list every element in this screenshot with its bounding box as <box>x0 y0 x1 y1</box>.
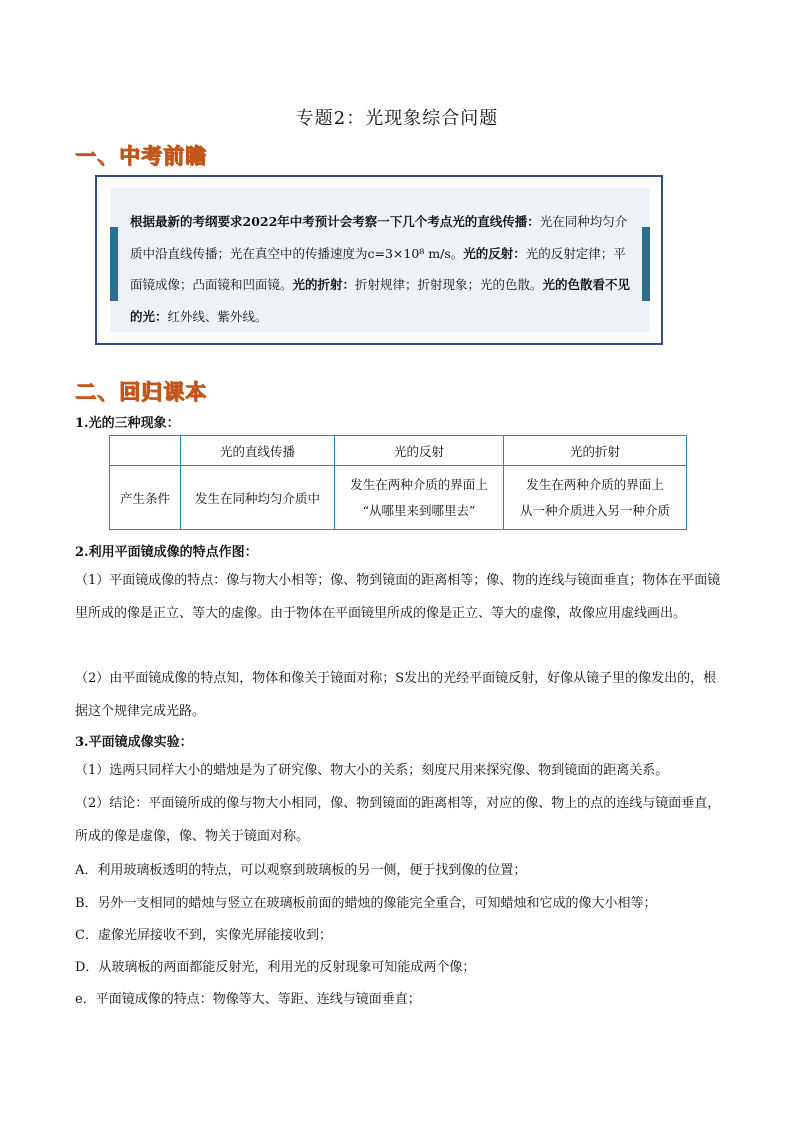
list-item: B．另外一支相同的蜡烛与竖立在玻璃板前面的蜡烛的像能完全重合，可知蜡烛和它成的像大小相等； <box>75 896 657 911</box>
table-cell <box>504 466 687 530</box>
box-left-bar <box>110 227 118 301</box>
preview-text-propagation: 光在同种均匀介质中沿直线传播；光在真空中的传播速度为c=3×10⁸ m/s。 <box>130 214 628 261</box>
paragraph-mirror-symmetry: （2）由平面镜成像的特点知，物体和像关于镜面对称；S发出的光经平面镜反射，好像从镜子里的像发出的，根据这个规律完成光路。 <box>75 671 717 719</box>
table-header-cell: 光的反射 <box>335 436 504 466</box>
list-item: C．虚像光屏接收不到，实像光屏能接收到； <box>75 928 332 943</box>
paragraph-mirror-features: （1）平面镜成像的特点：像与物大小相等；像、物到镜面的距离相等；像、物的连线与镜面垂直；物体在平面镜里所成的像是正立、等大的虚像。由于物体在平面镜里所成的像是正立、等大的虚像，故像应用虚线画出。 <box>75 573 721 621</box>
section-heading-preview: 一、中考前瞻 <box>75 144 207 168</box>
table-cell <box>335 466 504 530</box>
table-cell-line: “从哪里来到哪里去” <box>362 502 476 518</box>
table-cell-line: 发生在两种介质的界面上 <box>526 476 664 492</box>
table-header-empty <box>110 436 181 466</box>
section-heading-review: 二、回归课本 <box>75 380 207 404</box>
list-item: e．平面镜成像的特点：物像等大、等距、连线与镜面垂直； <box>75 992 421 1007</box>
table-header-row <box>110 436 687 466</box>
document-title: 专题2：光现象综合问题 <box>295 108 499 129</box>
paragraph-conclusion: （2）结论：平面镜所成的像与物大小相同，像、物到镜面的距离相等，对应的像、物上的点的连线与镜面垂直，所成的像是虚像，像、物关于镜面对称。 <box>75 796 721 844</box>
table-cell: 发生在同种均匀介质中 <box>181 466 335 530</box>
subheading-mirror-experiment: 3.平面镜成像实验： <box>75 735 193 750</box>
paragraph-candles: （1）选两只同样大小的蜡烛是为了研究像、物大小的关系；刻度尺用来探究像、物到镜面的距离关系。 <box>75 763 669 778</box>
preview-text-invisible: 红外线、紫外线。 <box>167 308 268 324</box>
preview-keypoint-propagation: 根据最新的考纲要求2022年中考预计会考察一下几个考点光的直线传播： <box>130 214 540 229</box>
table-row-label: 产生条件 <box>110 466 181 530</box>
preview-keypoint-reflection: 光的反射： <box>463 245 526 261</box>
preview-text-refraction: 折射规律；折射现象；光的色散。 <box>355 277 543 292</box>
table-row <box>110 466 687 530</box>
subheading-three-phenomena: 1.光的三种现象： <box>75 416 180 431</box>
box-right-bar <box>642 227 650 301</box>
preview-keypoint-invisible: 光的色散看不见的光： <box>130 277 631 324</box>
preview-text-reflection: 光的反射定律；平面镜成像；凸面镜和凹面镜。 <box>130 245 626 292</box>
list-item: D．从玻璃板的两面都能反射光，利用光的反射现象可知能成两个像； <box>75 960 476 975</box>
table-cell-line: 从一种介质进入另一种介质 <box>519 502 670 518</box>
table-header-cell: 光的折射 <box>504 436 687 466</box>
list-item: A．利用玻璃板透明的特点，可以观察到玻璃板的另一侧，便于找到像的位置； <box>75 863 527 878</box>
table-header-cell: 光的直线传播 <box>181 436 335 466</box>
subheading-mirror-drawing: 2.利用平面镜成像的特点作图： <box>75 545 258 560</box>
preview-text <box>130 206 635 332</box>
phenomena-table <box>109 435 687 530</box>
preview-keypoint-refraction: 光的折射： <box>292 277 356 292</box>
table-cell-line: 发生在两种介质的界面上 <box>350 476 488 492</box>
